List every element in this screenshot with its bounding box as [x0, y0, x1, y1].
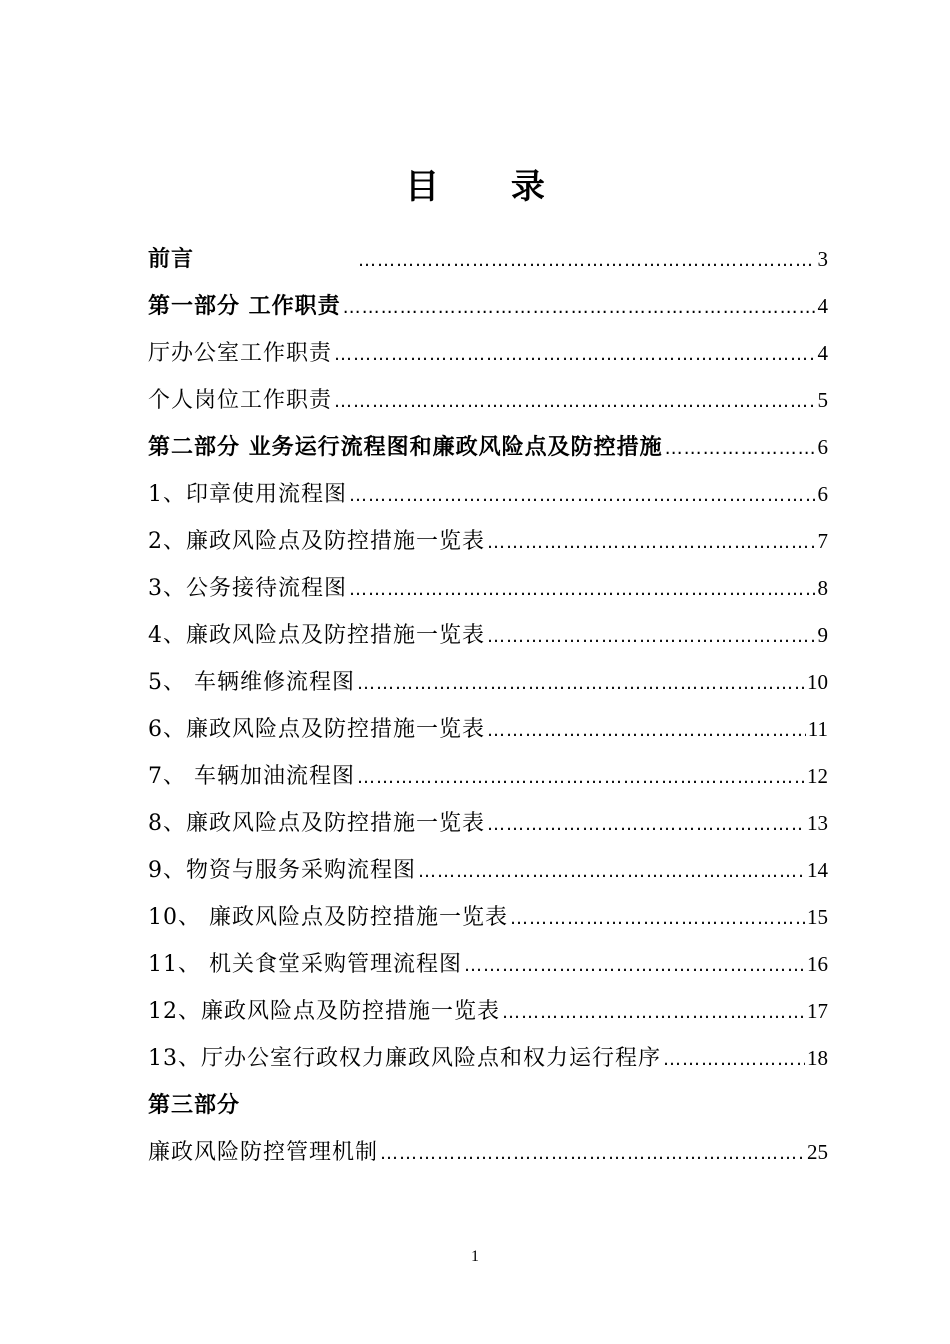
toc-entry-page: 8 [817, 576, 828, 600]
toc-entry-page: 17 [807, 999, 828, 1023]
toc-dot-leader [349, 472, 816, 518]
toc-dot-leader [665, 425, 816, 471]
toc-entry[interactable] [148, 894, 828, 941]
toc-entry-page: 4 [817, 294, 828, 318]
toc-entry-page: 7 [817, 529, 828, 553]
toc-entry-label: 1、印章使用流程图 [148, 482, 347, 507]
toc-entry-page: 6 [817, 482, 828, 506]
toc-entry-label: 第二部分 业务运行流程图和廉政风险点及防控措施 [148, 435, 663, 460]
toc-entry-label: 第一部分 工作职责 [148, 294, 341, 319]
toc-entry[interactable] [148, 800, 828, 847]
toc-dot-leader [487, 707, 806, 753]
toc-dot-leader [334, 378, 815, 424]
toc-entry-label: 5、 车辆维修流程图 [148, 670, 355, 695]
table-of-contents [148, 236, 828, 1176]
toc-entry[interactable] [148, 565, 828, 612]
toc-entry[interactable] [148, 1035, 828, 1082]
toc-entry-page: 18 [807, 1046, 828, 1070]
toc-entry-page: 4 [817, 341, 828, 365]
toc-entry-label: 7、 车辆加油流程图 [148, 764, 355, 789]
toc-entry-label: 12、廉政风险点及防控措施一览表 [148, 999, 500, 1024]
toc-entry-label: 4、廉政风险点及防控措施一览表 [148, 623, 485, 648]
toc-dot-leader [349, 566, 816, 612]
toc-entry[interactable] [148, 518, 828, 565]
toc-entry-page: 3 [817, 247, 828, 271]
toc-entry[interactable] [148, 1082, 828, 1129]
toc-entry-page: 10 [807, 670, 828, 694]
toc-entry-page: 6 [817, 435, 828, 459]
toc-dot-leader [487, 613, 816, 659]
toc-dot-leader [357, 660, 805, 706]
page-title: 目 录 [405, 167, 575, 207]
toc-entry[interactable] [148, 847, 828, 894]
toc-dot-leader [334, 331, 815, 377]
toc-entry-page: 25 [807, 1140, 828, 1164]
toc-entry-page: 16 [807, 952, 828, 976]
toc-entry[interactable] [148, 236, 828, 283]
toc-entry[interactable] [148, 753, 828, 800]
toc-dot-leader [358, 237, 816, 283]
toc-entry-page: 14 [807, 858, 828, 882]
toc-entry[interactable] [148, 330, 828, 377]
toc-entry[interactable] [148, 659, 828, 706]
toc-entry-label: 个人岗位工作职责 [148, 388, 333, 413]
toc-entry[interactable] [148, 941, 828, 988]
toc-entry[interactable] [148, 988, 828, 1035]
toc-dot-leader [464, 942, 805, 988]
toc-entry[interactable] [148, 424, 828, 471]
toc-entry[interactable] [148, 471, 828, 518]
toc-entry-label: 第三部分 [148, 1093, 241, 1118]
toc-entry-label: 厅办公室工作职责 [148, 341, 333, 366]
toc-entry-page: 11 [807, 717, 828, 741]
toc-dot-leader [357, 754, 805, 800]
toc-dot-leader [418, 848, 805, 894]
toc-entry-label: 廉政风险防控管理机制 [148, 1140, 379, 1165]
toc-entry-label: 2、廉政风险点及防控措施一览表 [148, 529, 485, 554]
toc-entry-page: 15 [807, 905, 828, 929]
toc-entry-page: 13 [807, 811, 828, 835]
toc-entry-label: 3、公务接待流程图 [148, 576, 347, 601]
toc-dot-leader [487, 519, 816, 565]
toc-entry[interactable] [148, 612, 828, 659]
toc-entry-label: 11、 机关食堂采购管理流程图 [148, 952, 462, 977]
toc-entry-page: 12 [807, 764, 828, 788]
toc-entry[interactable] [148, 706, 828, 753]
toc-entry-label: 10、 廉政风险点及防控措施一览表 [148, 905, 508, 930]
toc-dot-leader [510, 895, 805, 941]
toc-entry-label: 13、厅办公室行政权力廉政风险点和权力运行程序 [148, 1046, 661, 1071]
toc-dot-leader [502, 989, 805, 1035]
toc-dot-leader [380, 1130, 805, 1176]
toc-dot-leader [487, 801, 805, 847]
toc-entry-label: 6、廉政风险点及防控措施一览表 [148, 717, 485, 742]
toc-dot-leader [663, 1036, 805, 1082]
toc-entry-page: 5 [817, 388, 828, 412]
toc-entry-label: 8、廉政风险点及防控措施一览表 [148, 811, 485, 836]
toc-entry[interactable] [148, 377, 828, 424]
toc-entry-label: 9、物资与服务采购流程图 [148, 858, 416, 883]
toc-entry[interactable] [148, 283, 828, 330]
toc-dot-leader [343, 284, 816, 330]
toc-entry-label: 前言 [148, 247, 195, 272]
toc-entry-page: 9 [817, 623, 828, 647]
page-number: 1 [471, 1248, 479, 1265]
toc-entry[interactable] [148, 1129, 828, 1176]
